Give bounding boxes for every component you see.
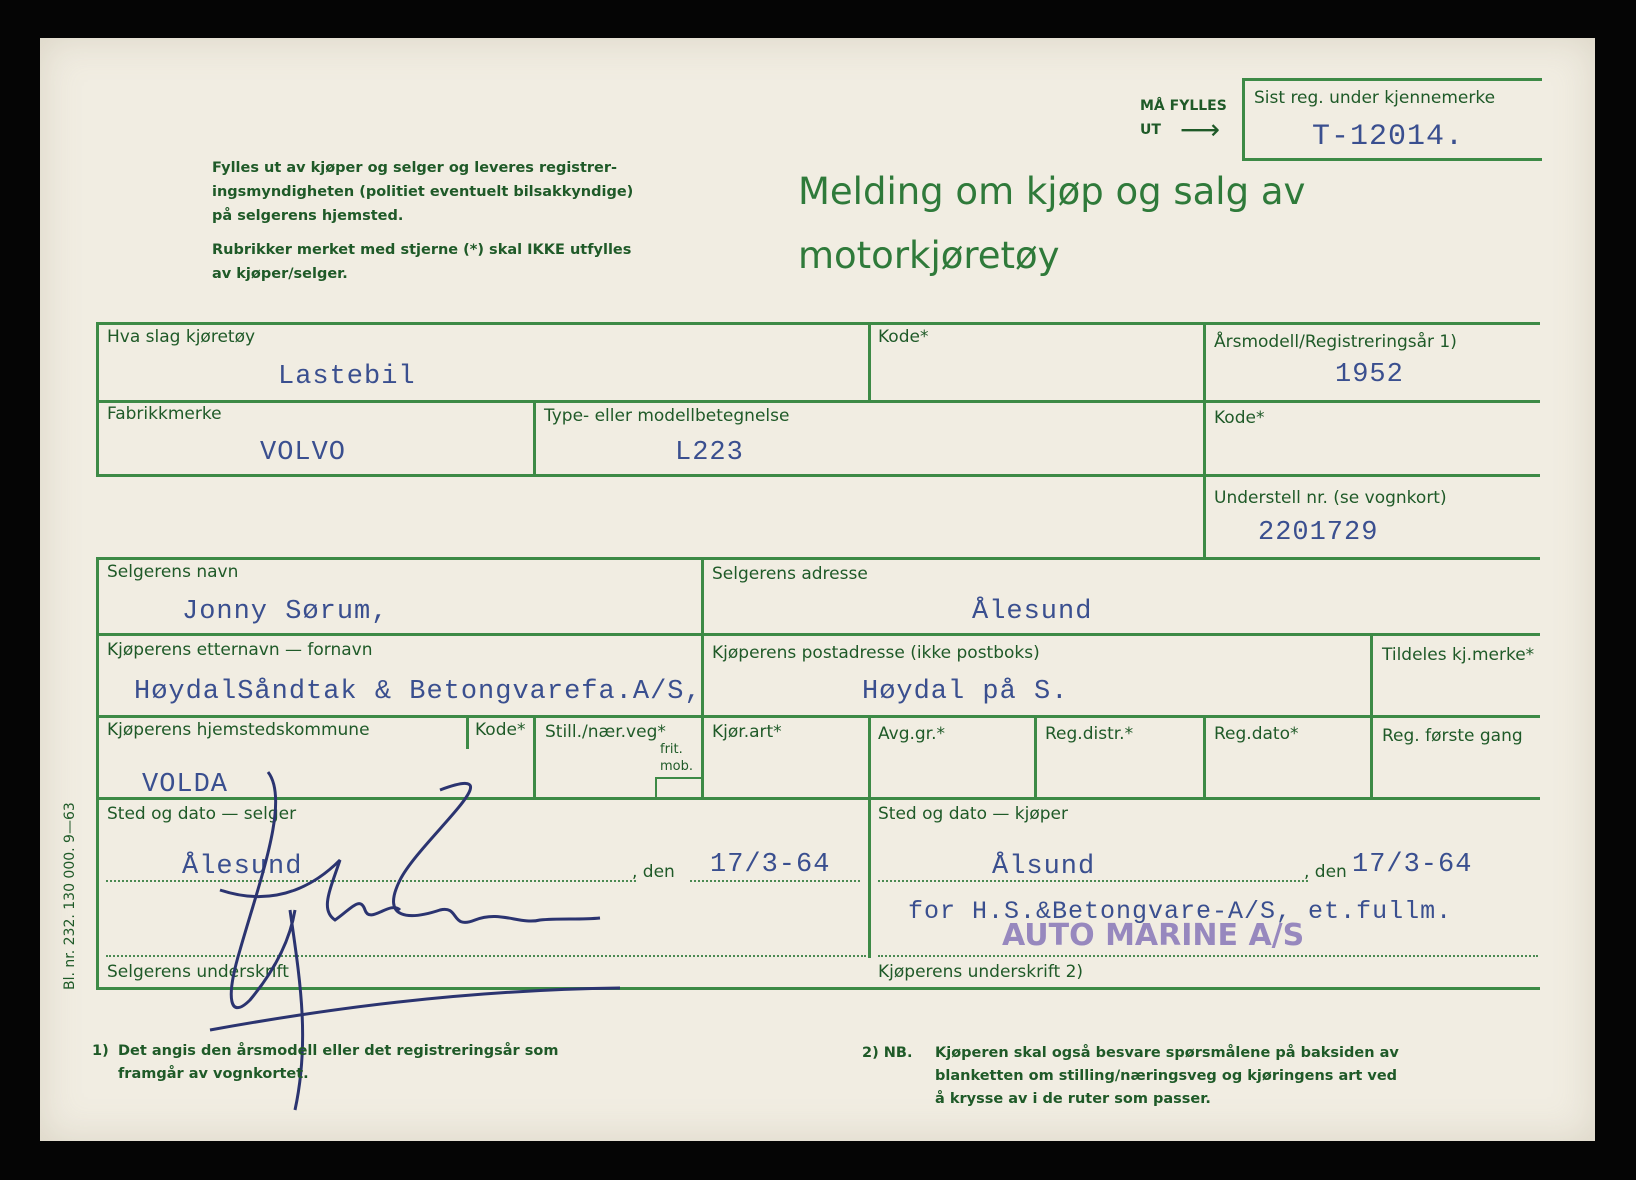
instructions-line-4: Rubrikker merket med stjerne (*) skal IKKE utfylles [212,242,632,258]
vehicle-div-1 [868,322,871,402]
seller-address-label: Selgerens adresse [712,564,868,584]
seller-name-label: Selgerens navn [107,562,239,582]
form-title-line-2: motorkjøretøy [798,234,1060,277]
buyer-name-value: HøydalSåndtak & Betongvarefa.A/S, [134,677,702,707]
den-label-2: , den [1304,862,1347,882]
seller-name-value: Jonny Sørum, [182,597,389,627]
tildeles-div [1370,633,1373,800]
kode2-label: Kode* [1214,408,1265,428]
frit-label: frit. [660,742,683,757]
footnote-2-number: 2) NB. [862,1045,913,1061]
arrow-icon: ⟶ [1180,113,1221,146]
hjemsted-value: VOLDA [142,770,229,800]
vehicle-kode-label: Kode* [878,327,929,347]
kjorart-div [868,715,871,958]
vehicle-top-line [96,322,1540,325]
seller-bottom-line [96,633,1540,636]
vehicle-div-3 [533,400,536,476]
dato-selger-dotline [690,880,860,882]
avggr-div [1034,715,1037,797]
kjorart-label: Kjør.art* [712,722,782,742]
regbox-bottom [1242,158,1542,161]
modell-label: Type- eller modellbetegnelse [544,406,790,426]
ut-label: UT [1140,122,1161,138]
footnote-2-line-2: blanketten om stilling/næringsveg og kjøringens art ved [935,1068,1398,1084]
den-label-1: , den [632,862,675,882]
regdistr-label: Reg.distr.* [1045,724,1134,744]
footnote-1-line-2: framgår av vognkortet. [118,1066,309,1082]
regforste-label: Reg. første gang [1382,726,1523,746]
dato-kjoper-value: 17/3-64 [1352,850,1473,880]
understell-value: 2201729 [1258,518,1379,548]
dato-selger-value: 17/3-64 [710,850,831,880]
form-number-side-print: Bl. nr. 232. 130 000. 9—63 [62,802,78,990]
footnote-2-line-3: å krysse av i de ruter som passer. [935,1091,1211,1107]
buyer-kode-label: Kode* [475,720,526,740]
seller-address-value: Ålesund [972,597,1093,627]
footnote-2-line-1: Kjøperen skal også besvare spørsmålene på baksiden av [935,1045,1399,1061]
still-label: Still./nær.veg* [545,722,666,742]
seller-top-line [96,557,1540,560]
regdistr-div [1203,715,1206,797]
sist-reg-value: T-12014. [1312,120,1465,154]
instructions-line-5: av kjøper/selger. [212,266,348,282]
selger-underskrift-label: Selgerens underskrift [107,962,289,982]
vehicle-bottom-line [96,474,1540,477]
lower-left-line [96,557,99,990]
sted-selger-value: Ålesund [182,852,303,882]
kode-div [466,715,469,749]
vehicle-mid-line [96,400,1540,403]
fabrikk-value: VOLVO [260,438,347,468]
vehicle-type-label: Hva slag kjøretøy [107,327,256,347]
arsmodell-value: 1952 [1335,360,1404,390]
footnote-1-number: 1) [92,1043,109,1059]
buyer-mid-line [96,715,1540,718]
kjoper-dotline [878,880,1308,882]
ma-fylles-label: MÅ FYLLES [1140,98,1227,114]
kjoper-sign-dotline [878,955,1538,957]
buyer-postaddress-value: Høydal på S. [862,677,1069,707]
instructions-line-3: på selgerens hjemsted. [212,208,404,224]
vehicle-div-2 [1203,322,1206,557]
modell-value: L223 [675,438,744,468]
buyer-postaddress-label: Kjøperens postadresse (ikke postboks) [712,643,1040,663]
instructions-line-1: Fylles ut av kjøper og selger og leveres registrer- [212,160,618,176]
arsmodell-label: Årsmodell/Registreringsår 1) [1214,332,1457,352]
sted-kjoper-label: Sted og dato — kjøper [878,804,1068,824]
regdato-label: Reg.dato* [1214,724,1299,744]
sted-selger-label: Sted og dato — selger [107,804,297,824]
form-title-line-1: Melding om kjøp og salg av [798,170,1306,213]
avggr-label: Avg.gr.* [878,724,946,744]
hjemsted-label: Kjøperens hjemstedskommune [107,720,370,740]
sist-reg-label: Sist reg. under kjennemerke [1254,88,1496,108]
sted-kjoper-value: Ålsund [992,852,1096,882]
regbox-left [1242,78,1245,161]
company-stamp: AUTO MARINE A/S [1002,918,1305,953]
kjoper-underskrift-label: Kjøperens underskrift 2) [878,962,1084,982]
footnote-1-line-1: Det angis den årsmodell eller det registreringsår som [118,1043,559,1059]
buyer-name-label: Kjøperens etternavn — fornavn [107,640,373,660]
mob-label: mob. [660,759,694,774]
instructions-line-2: ingsmyndigheten (politiet eventuelt bilsakkyndige) [212,184,634,200]
tildeles-label: Tildeles kj.merke* [1382,645,1535,665]
fabrikk-label: Fabrikkmerke [107,404,222,424]
regbox-top [1242,78,1542,81]
understell-label: Understell nr. (se vognkort) [1214,488,1447,508]
vehicle-type-value: Lastebil [278,362,416,392]
fullmakt-text: for H.S.&Betongvare-A/S, et.fullm. [908,897,1453,926]
vehicle-left-line [96,322,99,477]
